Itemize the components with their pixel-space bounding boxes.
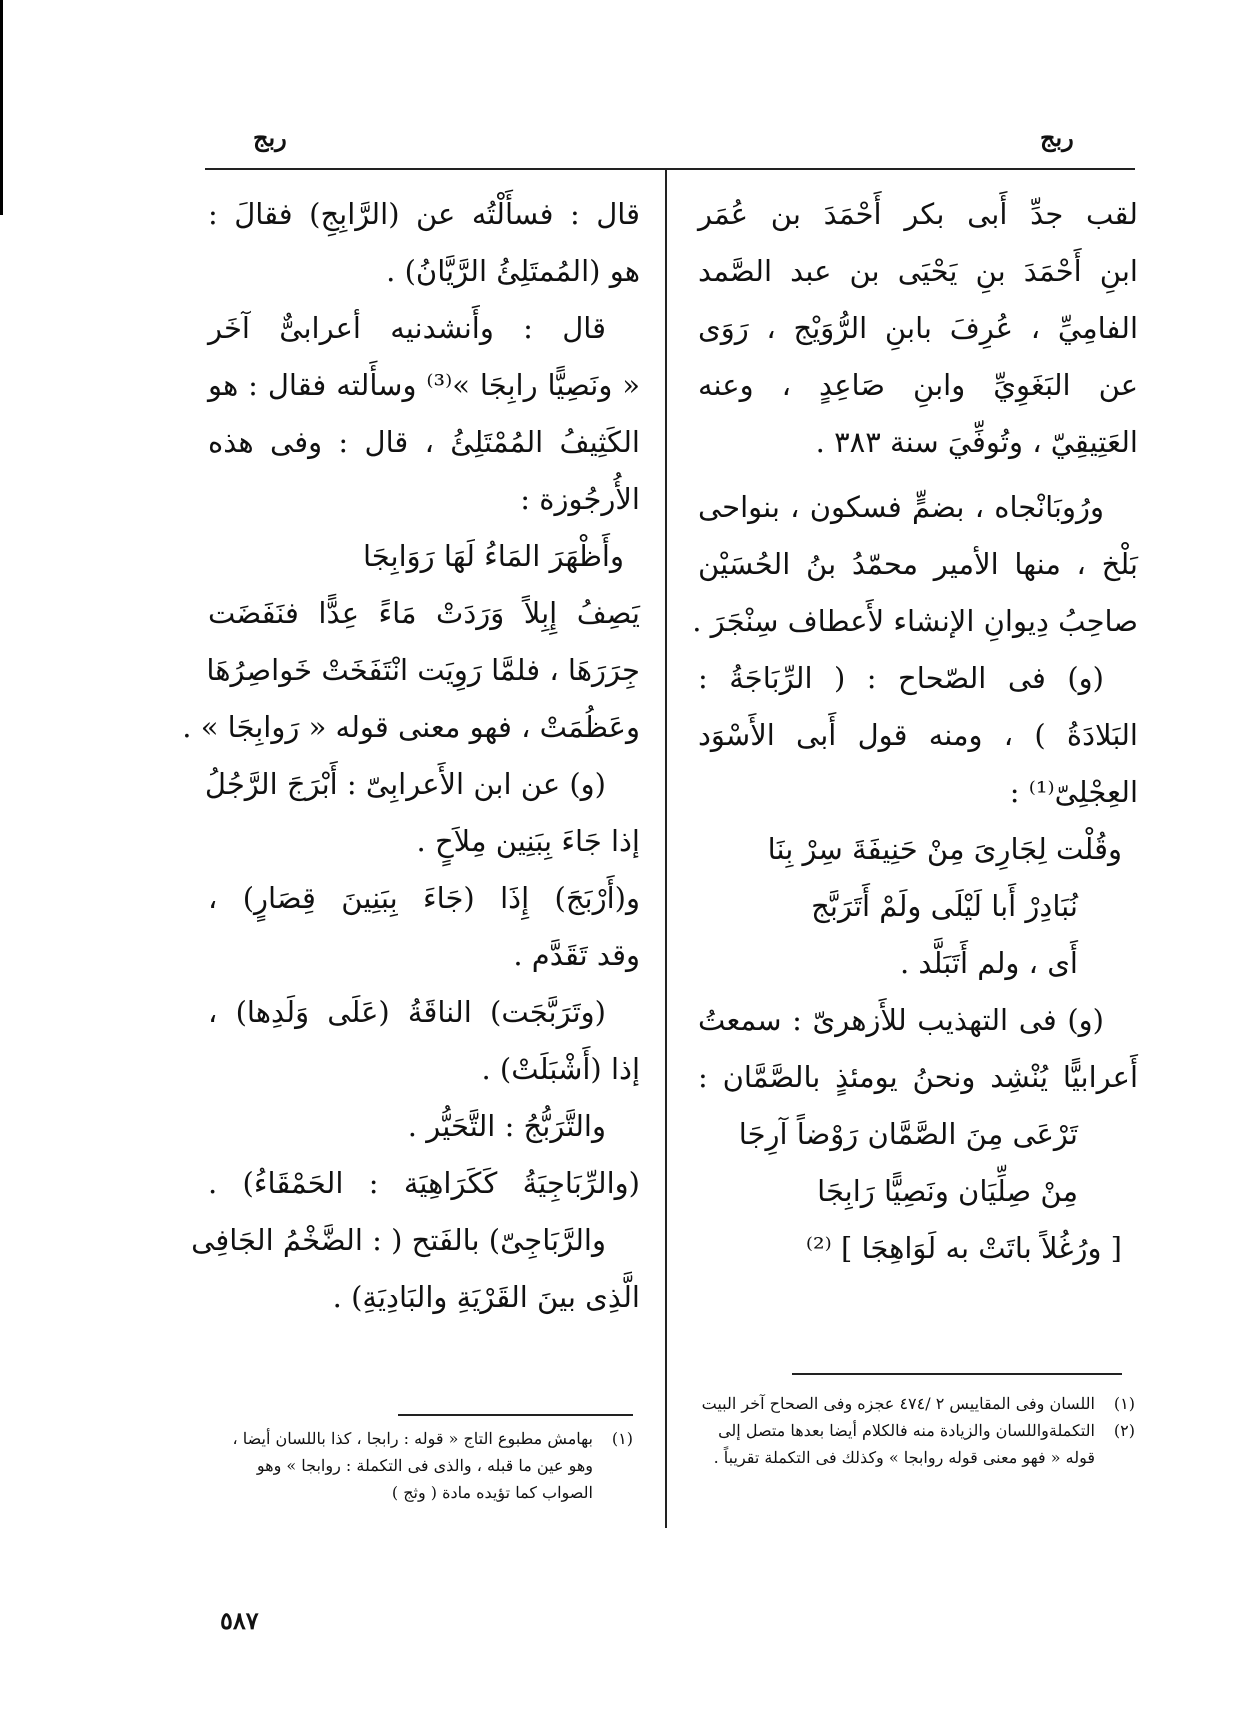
text-line: (و) فى الصّحاح : ( الرِّبَاجَةُ : <box>698 661 1104 695</box>
text-line: (والرِّبَاجِيَةُ كَكَرَاهِيَة : الحَمْقَاءُ) . <box>208 1166 640 1200</box>
footnote-number: (٢) <box>1113 1421 1135 1440</box>
text-line: قال : فسأَلْتُه عن (الرَّابِجِ) فقالَ : <box>208 197 640 231</box>
verse-line: [ ورُغُلاً باتَتْ به لَوَاهِجَا ] ⁽²⁾ <box>805 1231 1122 1265</box>
footnote <box>690 1417 1135 1471</box>
text-line: (و) فى التهذيب للأَزهرىّ : سمعتُ <box>698 1003 1104 1037</box>
running-head-left: ربج <box>253 123 287 152</box>
text-line: إذا جَاءَ بِبَنِين مِلاَحٍ . <box>416 824 640 858</box>
text-line: و(أَرْبَجَ) إِذَا (جَاءَ بِبَنِينَ قِصَارٍ) ، <box>208 881 640 915</box>
text-line: الأُرجُوزة : <box>520 482 640 516</box>
text-line: العِجْلِىّ⁽¹⁾ : <box>1009 775 1138 809</box>
text-line: الفامِيِّ ، عُرِفَ بابنِ الرُّوَيْج ، رَوَى <box>698 311 1138 345</box>
right-column <box>692 186 1138 1277</box>
text-line: أَعرابيًّا يُنْشِد ونحنُ يومئذٍ بالصَّمَّان : <box>698 1060 1138 1094</box>
page-binding-edge <box>0 0 3 215</box>
text-line: لقب جدِّ أَبى بكر أَحْمَدَ بن عُمَر <box>698 197 1138 231</box>
page-number: ٥٨٧ <box>220 1606 259 1635</box>
text-line: ابنِ أَحْمَدَ بنِ يَحْيَى بن عبد الصَّمد <box>698 254 1138 288</box>
verse-line: مِنْ صِلِّيَان ونَصِيًّا رَابِجَا <box>817 1174 1078 1208</box>
text-line: هو (المُمتَلِئُ الرَّيَّانُ) . <box>386 254 640 288</box>
left-column <box>182 186 640 1326</box>
text-line: أَى ، ولم أَتَبَلَّد . <box>899 946 1078 980</box>
text-line: عن البَغَوِيِّ وابنِ صَاعِدٍ ، وعنه <box>698 368 1138 402</box>
header-rule <box>205 168 1135 170</box>
footnote-number: (١) <box>1113 1394 1135 1413</box>
text-line: والتَّرَبُّجُ : التَّحَيُّر . <box>407 1109 606 1143</box>
text-line: وعَظُمَتْ ، فهو معنى قوله « رَوابِجَا » . <box>182 710 640 744</box>
text-line: العَتِيقِيّ ، وتُوفِّيَ سنة ٣٨٣ . <box>815 425 1138 459</box>
text-line: جِرَرَهَا ، فلمَّا رَوِيَت انْتَفَخَتْ خَواصِرُهَا <box>206 653 640 687</box>
footnote-text: بهامش مطبوع التاج « قوله : رابجا ، كذا باللسان أيضا ، وهو عين ما قبله ، والذى فى التكملة : روابجا » وهو الصواب كما تؤيده مادة ( وثج ) <box>232 1429 593 1502</box>
footnote <box>690 1390 1135 1417</box>
text-line: صاحِبُ دِيوانِ الإنشاء لأَعطاف سِنْجَرَ . <box>692 604 1138 638</box>
text-line: « ونَصِيًّا رابِجَا »⁽³⁾ وسأَلته فقال : هو <box>208 368 640 402</box>
text-line: بَلْخ ، منها الأمير محمّدُ بنُ الحُسَيْن <box>698 547 1138 581</box>
footnote <box>218 1425 633 1506</box>
footnotes-left <box>218 1425 633 1506</box>
footnote-rule-left <box>398 1414 633 1416</box>
footnotes-right <box>690 1390 1135 1471</box>
text-line: (وتَرَبَّجَت) الناقَةُ (عَلَى وَلَدِها) ، <box>208 995 606 1029</box>
verse-line: وقُلْت لِجَارِىَ مِنْ حَنِيفَةَ سِرْ بِنَا <box>767 832 1122 866</box>
text-line: الكَثِيفُ المُمْتَلِئُ ، قال : وفى هذه <box>208 425 640 459</box>
verse-line: وأَظْهَرَ المَاءُ لَهَا رَوَابِجَا <box>362 539 624 573</box>
text-line: والرَّبَاجِىّ) بالفَتح ( : الضَّخْمُ الجَافِى <box>191 1223 606 1257</box>
text-line: البَلادَةُ ) ، ومنه قول أَبى الأَسْوَد <box>698 718 1138 752</box>
text-line: ورُوبَانْجاه ، بضمٍّ فسكون ، بنواحى <box>698 490 1104 524</box>
footnote-rule-right <box>792 1373 1122 1375</box>
text-line: يَصِفُ إِبِلاً وَرَدَتْ مَاءً عِدًّا فنَفَضَت <box>208 596 640 630</box>
footnote-text: اللسان وفى المقاييس ٢ /٤٧٤ عجزه وفى الصحاح آخر البيت <box>701 1394 1095 1413</box>
column-divider <box>665 170 667 1528</box>
text-line: وقد تَقَدَّم . <box>513 938 640 972</box>
running-head-right: ربج <box>1040 123 1074 152</box>
footnote-text: التكملةواللسان والزيادة منه فالكلام أيضا بعدها متصل إلى قوله « فهو معنى قوله روابجا » وكذلك فى التكملة تقريباً . <box>713 1421 1095 1467</box>
text-line: الَّذِى بينَ القَرْيَةِ والبَادِيَةِ) . <box>332 1280 640 1314</box>
text-line: إذا (أَشْبَلَتْ) . <box>481 1052 640 1086</box>
verse-line: تَرْعَى مِنَ الصَّمَّان رَوْضاً آرِجَا <box>738 1117 1078 1151</box>
verse-line: نُبَادِرْ أَبا لَيْلَى ولَمْ أَتَرَبَّج <box>811 889 1078 923</box>
text-line: (و) عن ابن الأَعرابِىّ : أَبْرَجَ الرَّجُلُ <box>204 767 606 801</box>
footnote-number: (١) <box>611 1429 633 1448</box>
text-line: قال : وأَنشدنيه أعرابىٌّ آخَر <box>208 311 606 345</box>
